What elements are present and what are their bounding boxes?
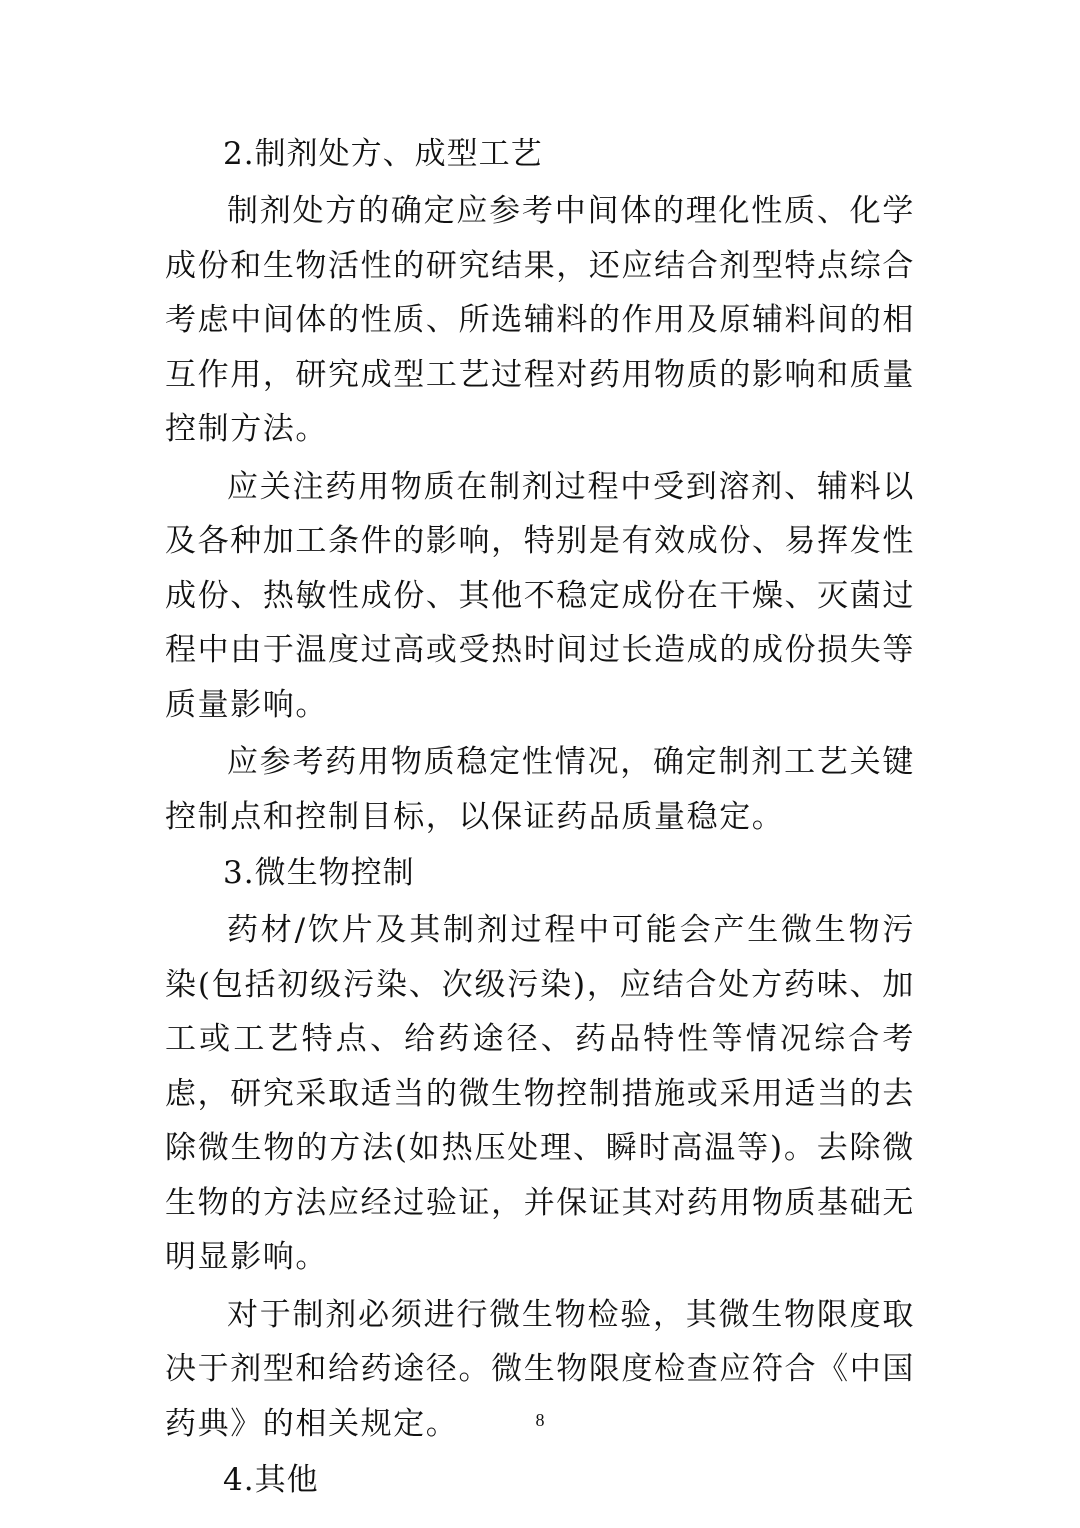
section-heading-formulation: 2.制剂处方、成型工艺 <box>223 136 543 172</box>
page-number: 8 <box>535 1410 545 1430</box>
section-heading-microbial-control: 3.微生物控制 <box>223 855 415 891</box>
paragraph-formulation-basis: 制剂处方的确定应参考中间体的理化性质、化学成份和生物活性的研究结果，还应结合剂型特点综合考虑中间体的性质、所选辅料的作用及原辅料间的相互作用，研究成型工艺过程对药用物质的影响和质量控制方法。 <box>165 193 915 447</box>
paragraph-stability-control: 应参考药用物质稳定性情况，确定制剂工艺关键控制点和控制目标，以保证药品质量稳定。 <box>165 744 915 835</box>
paragraph-microbial-limits: 对于制剂必须进行微生物检验，其微生物限度取决于剂型和给药途径。微生物限度检查应符合《中国药典》的相关规定。 <box>165 1296 915 1442</box>
section-heading-other: 4.其他 <box>223 1462 319 1498</box>
document-body <box>165 128 915 1510</box>
paragraph-microbial-contamination: 药材/饮片及其制剂过程中可能会产生微生物污染(包括初级污染、次级污染)，应结合处方药味、加工或工艺特点、给药途径、药品特性等情况综合考虑，研究采取适当的微生物控制措施或采用适当的去除微生物的方法(如热压处理、瞬时高温等)。去除微生物的方法应经过验证，并保证其对药用物质基础无明显影响。 <box>165 912 915 1275</box>
paragraph-process-influence: 应关注药用物质在制剂过程中受到溶剂、辅料以及各种加工条件的影响，特别是有效成份、易挥发性成份、热敏性成份、其他不稳定成份在干燥、灭菌过程中由于温度过高或受热时间过长造成的成份损失等质量影响。 <box>165 468 915 723</box>
